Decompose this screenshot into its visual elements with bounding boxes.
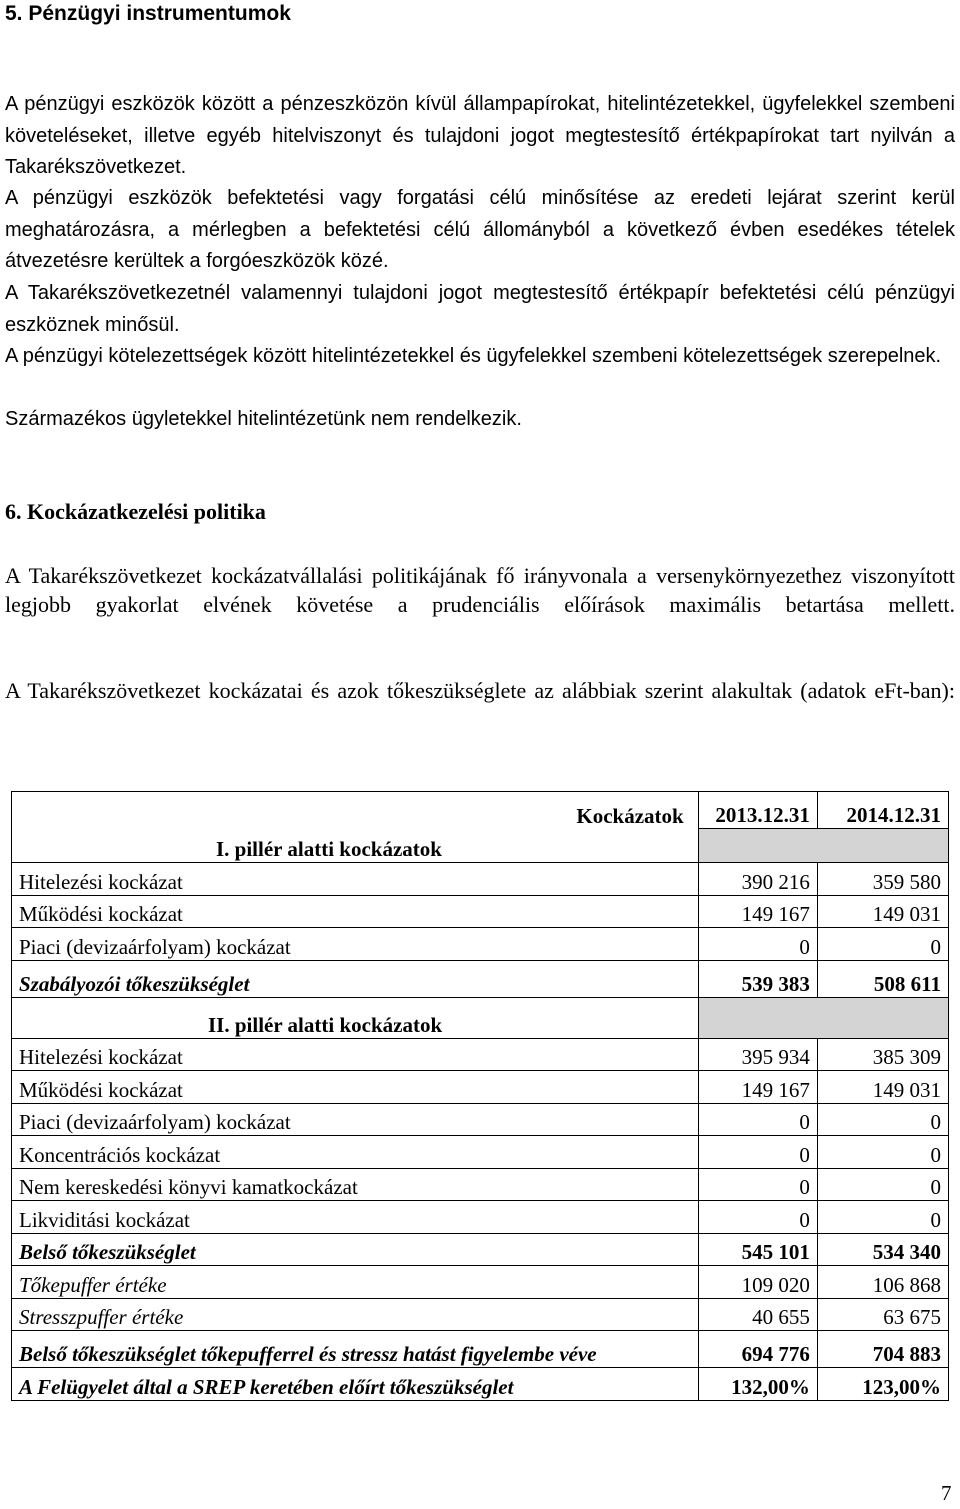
risk-capital-table [11, 791, 949, 1401]
row-label: A Felügyelet által a SREP keretében előírt tőkeszükséglet [12, 1368, 699, 1401]
table-header-row [12, 792, 949, 829]
row-label: Piaci (devizaárfolyam) kockázat [12, 928, 699, 961]
row-label: Tőkepuffer értéke [12, 1266, 699, 1299]
section-5-paragraph-2: A pénzügyi eszközök befektetési vagy forgatási célú minősítése az eredeti lejárat szerint kerül meghatározásra, a mérlegben a befektetési célú állományból a következő évben esedékes tételek átvezetésre kerültek a forgóeszközök közé. [5, 187, 955, 272]
table-row [12, 1071, 949, 1104]
row-label: Hitelezési kockázat [12, 1038, 699, 1071]
section-6-paragraph-1: A Takarékszövetkezet kockázatvállalási politikájának fő irányvonala a versenykörnyezethez viszonyított legjobb gyakorlat elvének követése a prudenciális előírások maximális betartása mellett. [5, 563, 955, 617]
row-value-2014: 704 883 [817, 1331, 948, 1368]
row-value-2014: 149 031 [817, 1071, 948, 1104]
stress-buffer-row [12, 1298, 949, 1331]
row-value-2014: 385 309 [817, 1038, 948, 1071]
table-row [12, 863, 949, 896]
grey-cell [698, 829, 948, 863]
row-label: Nem kereskedési könyvi kamatkockázat [12, 1168, 699, 1201]
row-value-2013: 545 101 [698, 1233, 817, 1266]
row-label: Szabályozói tőkeszükséglet [12, 960, 699, 997]
row-value-2014: 508 611 [817, 960, 948, 997]
internal-capital-row [12, 1233, 949, 1266]
row-value-2013: 109 020 [698, 1266, 817, 1299]
row-value-2013: 390 216 [698, 863, 817, 896]
table-row [12, 895, 949, 928]
row-value-2014: 0 [817, 1201, 948, 1234]
row-label: Működési kockázat [12, 1071, 699, 1104]
row-value-2014: 106 868 [817, 1266, 948, 1299]
section-5-title: 5. Pénzügyi instrumentumok [5, 2, 291, 25]
row-value-2013: 149 167 [698, 1071, 817, 1104]
table-row [12, 1201, 949, 1234]
row-value-2013: 0 [698, 1136, 817, 1169]
pillar-2-title: II. pillér alatti kockázatok [12, 997, 699, 1038]
row-value-2014: 63 675 [817, 1298, 948, 1331]
table-row [12, 1168, 949, 1201]
section-6-paragraph-2: A Takarékszövetkezet kockázatai és azok tőkeszükséglete az alábbiak szerint alakultak (adatok eFt-ban): [5, 678, 955, 703]
row-label: Koncentrációs kockázat [12, 1136, 699, 1169]
pillar-2-heading-row [12, 997, 949, 1038]
header-2014: 2014.12.31 [817, 792, 948, 829]
header-2013: 2013.12.31 [698, 792, 817, 829]
row-value-2014: 0 [817, 1136, 948, 1169]
row-value-2013: 149 167 [698, 895, 817, 928]
row-label: Belső tőkeszükséglet [12, 1233, 699, 1266]
pillar-1-heading-row [12, 829, 949, 863]
internal-with-buffers-row [12, 1331, 949, 1368]
pillar-1-total-row [12, 960, 949, 997]
row-value-2014: 149 031 [817, 895, 948, 928]
row-value-2013: 0 [698, 1201, 817, 1234]
table-row [12, 928, 949, 961]
row-label: Stresszpuffer értéke [12, 1298, 699, 1331]
section-5-paragraph-3: A Takarékszövetkezetnél valamennyi tulajdoni jogot megtestesítő értékpapír befektetési célú pénzügyi eszköznek minősül. [5, 282, 955, 336]
row-label: Belső tőkeszükséglet tőkepufferrel és stressz hatást figyelembe véve [12, 1331, 699, 1368]
row-label: Hitelezési kockázat [12, 863, 699, 896]
table-row [12, 1103, 949, 1136]
row-value-2014: 0 [817, 928, 948, 961]
row-value-2013: 0 [698, 928, 817, 961]
row-value-2013: 132,00% [698, 1368, 817, 1401]
section-6-title: 6. Kockázatkezelési politika [5, 499, 266, 524]
row-value-2014: 534 340 [817, 1233, 948, 1266]
row-value-2014: 359 580 [817, 863, 948, 896]
row-value-2013: 395 934 [698, 1038, 817, 1071]
table-row [12, 1038, 949, 1071]
row-label: Piaci (devizaárfolyam) kockázat [12, 1103, 699, 1136]
row-value-2013: 694 776 [698, 1331, 817, 1368]
header-risks: Kockázatok [12, 792, 699, 829]
grey-cell [698, 997, 948, 1038]
section-5-paragraph-4: A pénzügyi kötelezettségek között hitelintézetekkel és ügyfelekkel szembeni kötelezettségek szerepelnek. [5, 345, 942, 367]
row-value-2014: 123,00% [817, 1368, 948, 1401]
srep-row [12, 1368, 949, 1401]
page-number: 7 [941, 1481, 952, 1505]
row-value-2013: 40 655 [698, 1298, 817, 1331]
row-value-2013: 539 383 [698, 960, 817, 997]
row-value-2013: 0 [698, 1168, 817, 1201]
row-value-2014: 0 [817, 1103, 948, 1136]
table-row [12, 1136, 949, 1169]
row-label: Működési kockázat [12, 895, 699, 928]
section-5-paragraph-5: Származékos ügyletekkel hitelintézetünk nem rendelkezik. [5, 408, 522, 430]
row-value-2013: 0 [698, 1103, 817, 1136]
row-value-2014: 0 [817, 1168, 948, 1201]
row-label: Likviditási kockázat [12, 1201, 699, 1234]
capital-buffer-row [12, 1266, 949, 1299]
section-5-paragraph-1: A pénzügyi eszközök között a pénzeszközön kívül állampapírokat, hitelintézetekkel, ügyfelekkel szembeni követeléseket, illetve egyéb hitelviszonyt és tulajdoni jogot megtestesítő értékpapírokat tart nyilván a Takarékszövetkezet. [5, 93, 955, 178]
pillar-1-title: I. pillér alatti kockázatok [12, 829, 699, 863]
